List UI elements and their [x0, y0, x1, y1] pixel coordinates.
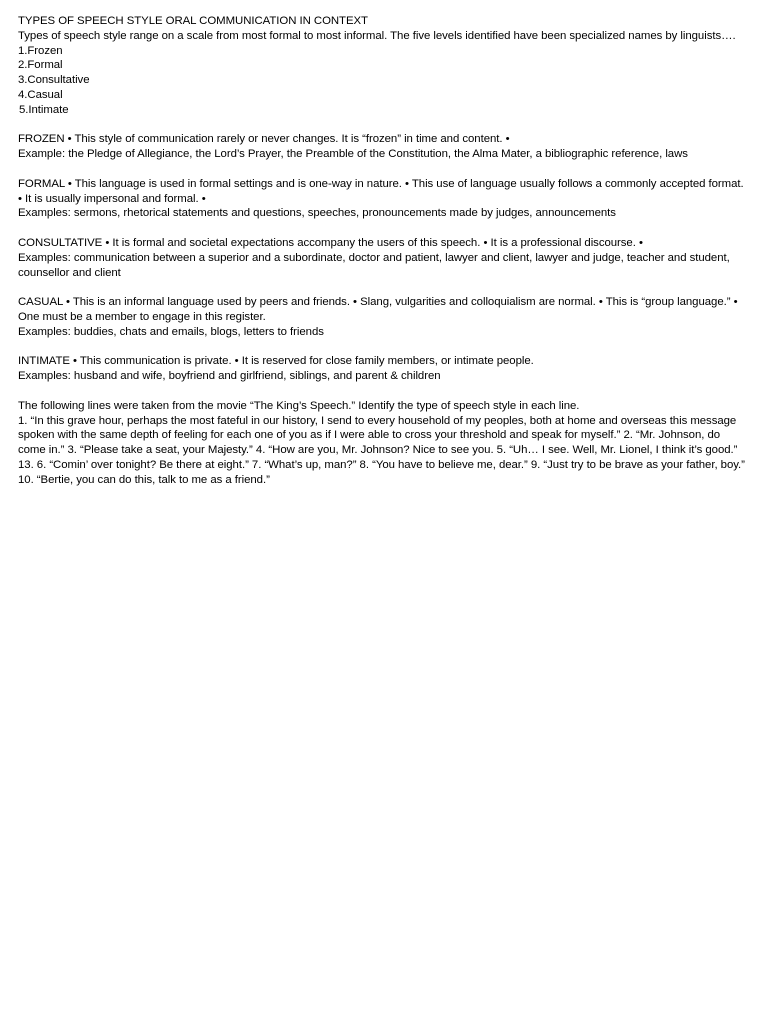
speech-style-levels-list: [18, 44, 750, 118]
list-item: 5.Intimate: [19, 103, 69, 116]
section-examples: Examples: sermons, rhetorical statements and questions, speeches, pronouncements made by judges, announcements: [18, 207, 616, 220]
section-description: CONSULTATIVE • It is formal and societal expectations accompany the users of this speech. • It is a professional discourse. •: [18, 236, 643, 249]
list-item: 2.Formal: [18, 59, 63, 72]
list-item: 1.Frozen: [18, 44, 63, 57]
section-description: FROZEN • This style of communication rarely or never changes. It is “frozen” in time and content. •: [18, 133, 510, 146]
section-formal: [18, 177, 750, 221]
document-page: [18, 14, 750, 488]
section-frozen: [18, 132, 750, 162]
spacer: [18, 221, 750, 236]
section-examples: Examples: communication between a superior and a subordinate, doctor and patient, lawyer and client, lawyer and judge, teacher and student, counsellor and client: [18, 251, 730, 279]
list-item: 4.Casual: [18, 88, 63, 101]
spacer: [18, 340, 750, 355]
section-casual: [18, 295, 750, 339]
exercise-instruction: The following lines were taken from the movie “The King’s Speech.” Identify the type of speech style in each line.: [18, 399, 580, 412]
spacer: [18, 162, 750, 177]
section-intimate: [18, 354, 750, 384]
section-description: INTIMATE • This communication is private. • It is reserved for close family members, or intimate people.: [18, 355, 534, 368]
spacer: [18, 280, 750, 295]
spacer: [18, 384, 750, 399]
section-description: CASUAL • This is an informal language used by peers and friends. • Slang, vulgarities and colloquialism are normal. • This is “group language.” • One must be a member to engage in this register.: [18, 296, 738, 323]
exercise-section: [18, 399, 750, 488]
list-item: 3.Consultative: [18, 74, 90, 87]
document-title: TYPES OF SPEECH STYLE ORAL COMMUNICATION IN CONTEXT: [18, 15, 368, 27]
section-examples: Examples: buddies, chats and emails, blogs, letters to friends: [18, 325, 324, 338]
spacer: [18, 118, 750, 133]
exercise-lines-part2: 13. 6. “Comin’ over tonight? Be there at eight.” 7. “What’s up, man?” 8. “You have to believe me, dear.” 9. “Just try to be brave as your father, boy.” 10. “Bertie, you can do this, talk to me as a friend.”: [18, 458, 745, 486]
section-consultative: [18, 236, 750, 280]
exercise-lines-part1: 1. “In this grave hour, perhaps the most fateful in our history, I send to every household of my peoples, both at home and overseas this message spoken with the same depth of feeling for each one of you as if I were able to cross your threshold and speak for myself.” 2. “Mr. Johnson, do come in.” 3. “Please take a seat, your Majesty.” 4. “How are you, Mr. Johnson? Nice to see you. 5. “Uh… I see. Well, Mr. Lionel, I think it’s good.”: [18, 414, 738, 457]
intro-paragraph: Types of speech style range on a scale from most formal to most informal. The five levels identified have been specialized names by linguists….: [18, 29, 736, 42]
section-examples: Examples: husband and wife, boyfriend and girlfriend, siblings, and parent & children: [18, 370, 441, 383]
section-examples: Example: the Pledge of Allegiance, the Lord’s Prayer, the Preamble of the Constitution, the Alma Mater, a bibliographic reference, laws: [18, 148, 688, 161]
section-description: FORMAL • This language is used in formal settings and is one-way in nature. • This use of language usually follows a commonly accepted format. • It is usually impersonal and formal. •: [18, 177, 744, 205]
